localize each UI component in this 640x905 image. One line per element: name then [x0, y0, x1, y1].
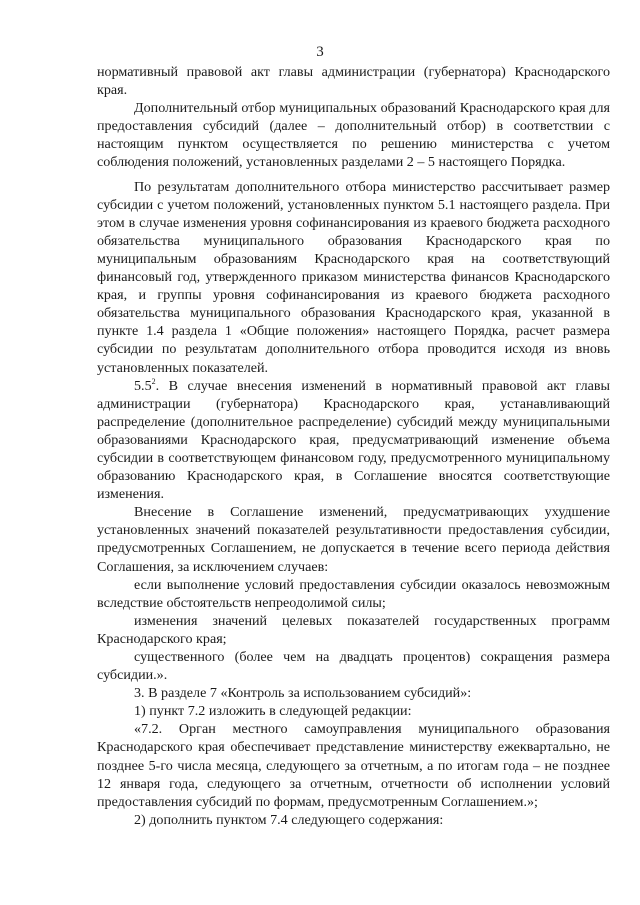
paragraph: существенного (более чем на двадцать процентов) сокращения размера субсидии.».	[97, 649, 610, 684]
paragraph: По результатам дополнительного отбора министерство рассчитывает размер субсидии с учетом положений, установленных пунктом 5.1 настоящего раздела. При этом в случае изменения уровня софинансирования из краевого бюджета расходного обязательства муниципального образования Краснодарского края по муниципальным образованиям Краснодарского края на соответствующий финансовый год, утвержденного приказом министерства финансов Краснодарского края, и группы уровня софинансирования из краевого бюджета расходного обязательства муниципального образования Краснодарского края, указанной в пункте 1.4 раздела 1 «Общие положения» настоящего Порядка, расчет размера субсидии по результатам дополнительного отбора проводится исходя из вновь установленных показателей.	[97, 178, 610, 376]
paragraph: Внесение в Соглашение изменений, предусматривающих ухудшение установленных значений показателей результативности предоставления субсидии, предусмотренных Соглашением, не допускается в течение всего периода действия Соглашения, за исключением случаев:	[97, 504, 610, 575]
paragraph: 1) пункт 7.2 изложить в следующей редакции:	[134, 703, 412, 720]
paragraph-5-5-2	[97, 377, 610, 504]
paragraph-text: . В случае внесения изменений в нормативный правовой акт главы администрации (губернатора) Краснодарского края, устанавливающий распределение (дополнительное распределение) субсидий между муниципальными образованиями Краснодарского края, предусматривающий изменение объема субсидии в соответствующем финансовом году, предусмотренного муниципальному образованию Краснодарского края, в Соглашение вносятся соответствующие изменения.	[97, 377, 610, 503]
paragraph: «7.2. Орган местного самоуправления муниципального образования Краснодарского края обеспечивает представление министерству ежеквартально, не позднее 5-го числа месяца, следующего за отчетным, а по итогам года – не позднее 12 января года, следующего за отчетным, отчетности об исполнении условий предоставления субсидий по формам, предусмотренным Соглашением.»;	[97, 721, 610, 810]
document-body	[97, 63, 610, 829]
paragraph: если выполнение условий предоставления субсидии оказалось невозможным вследствие обстоятельств непреодолимой силы;	[97, 576, 610, 611]
page-number: 3	[316, 44, 324, 60]
superscript: 2	[151, 376, 156, 386]
paragraph: 3. В разделе 7 «Контроль за использованием субсидий»:	[134, 685, 472, 702]
paragraph: изменения значений целевых показателей государственных программ Краснодарского края;	[97, 612, 610, 647]
paragraph: Дополнительный отбор муниципальных образований Краснодарского края для предоставления субсидий (далее – дополнительный отбор) в соответствии с настоящим пунктом осуществляется по решению министерства с учетом соблюдения положений, установленных разделами 2 – 5 настоящего Порядка.	[97, 100, 610, 171]
paragraph: нормативный правовой акт главы администрации (губернатора) Краснодарского края.	[97, 64, 610, 99]
paragraph: 2) дополнить пунктом 7.4 следующего содержания:	[134, 811, 444, 828]
clause-number: 5.5	[134, 377, 152, 394]
